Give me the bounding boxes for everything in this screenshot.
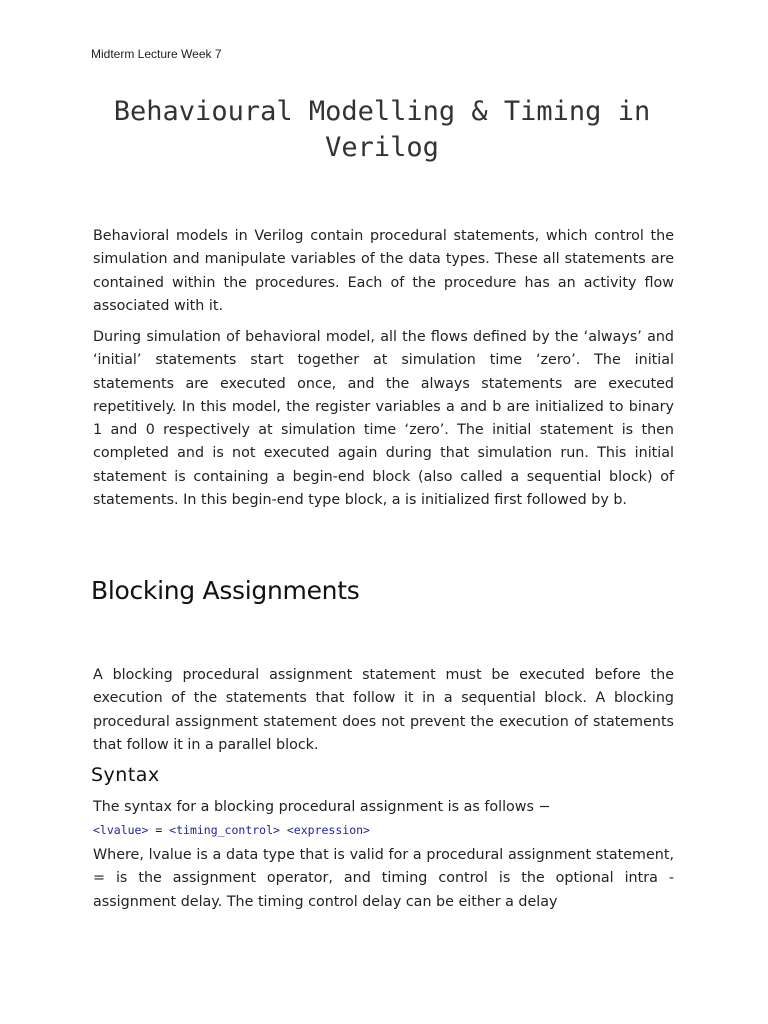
syntax-subheading: Syntax <box>91 764 160 786</box>
code-timing-control: <timing_control> <box>169 823 280 837</box>
page-title: Behavioural Modelling & Timing in Verilog <box>113 96 651 163</box>
syntax-code-line <box>93 823 370 837</box>
intro-paragraph-1: Behavioral models in Verilog contain procedural statements, which control the simulation and manipulate variables of the data types. These all statements are contained within the procedures. Each of the procedure has an activity flow associated with it. <box>93 228 674 314</box>
syntax-intro: The syntax for a blocking procedural assignment is as follows − <box>93 799 551 815</box>
intro-paragraph-2: During simulation of behavioral model, all the flows defined by the ‘always’ and ‘initial’ statements start together at simulation time ‘zero’. The initial statements are executed once, and the always statements are executed repetitively. In this model, the register variables a and b are initialized to binary 1 and 0 respectively at simulation time ‘zero’. The initial statement is then completed and is not executed again during that simulation run. This initial statement is containing a begin-end block (also called a sequential block) of statements. In this begin-end type block, a is initialized first followed by b. <box>93 329 674 509</box>
code-operator: = <box>148 823 170 837</box>
section-heading-blocking-assignments: Blocking Assignments <box>91 576 360 605</box>
code-expression: <expression> <box>279 823 370 837</box>
code-lvalue: <lvalue> <box>93 823 149 837</box>
blocking-paragraph: A blocking procedural assignment statement must be executed before the execution of the statements that follow it in a sequential block. A blocking procedural assignment statement does not prevent the execution of statements that follow it in a parallel block. <box>93 667 674 753</box>
header-note: Midterm Lecture Week 7 <box>91 47 222 61</box>
syntax-explanation: Where, lvalue is a data type that is valid for a procedural assignment statement, = is the assignment operator, and timing control is the optional intra - assignment delay. The timing control delay can be either a delay <box>93 847 674 910</box>
